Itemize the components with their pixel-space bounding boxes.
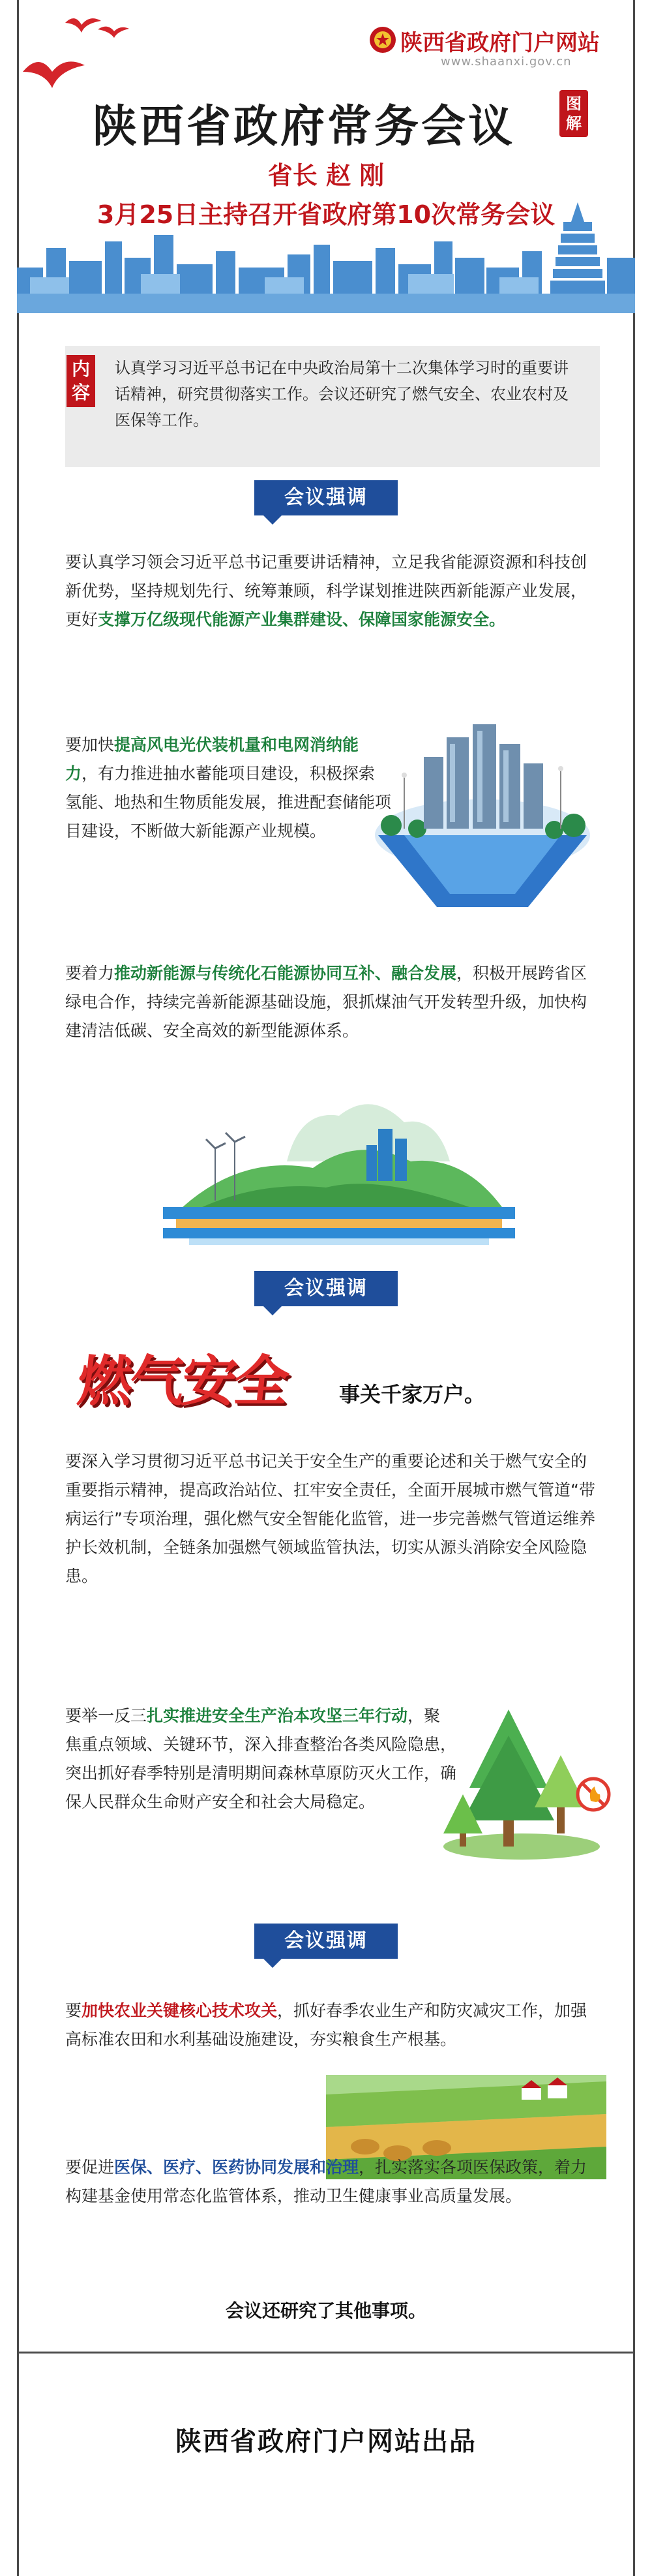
- section1-paragraph1: [65, 548, 600, 634]
- title-tag: 图解: [559, 90, 588, 137]
- emblem-icon: [369, 26, 396, 54]
- p1-text-rest: ，抓好春季农业生产和防灾减灾工作，加强高标准农田和水利基础设施建设，夯实粮食生产根基。: [65, 2001, 587, 2049]
- site-url: www.shaanxi.gov.cn: [441, 55, 572, 69]
- p1-highlight: 加快农业关键核心技术攻关: [82, 2001, 278, 2020]
- section1-banner: 会议强调: [254, 480, 398, 515]
- section2-paragraph2: [65, 1702, 456, 1817]
- section3-paragraph1: [65, 1997, 600, 2054]
- closing-note: 会议还研究了其他事项。: [225, 2300, 426, 2322]
- birds-decoration: [20, 7, 130, 104]
- intro-text: 认真学习习近平总书记在中央政治局第十二次集体学习时的重要讲话精神，研究贯彻落实工作。会议还研究了燃气安全、农业农村及医保等工作。: [115, 359, 569, 429]
- gas-safety-art-title: 燃气安全: [74, 1349, 290, 1413]
- p1-text: 要: [65, 2001, 82, 2020]
- green-city-illustration: [365, 698, 600, 913]
- footer-credit: 陕西省政府门户网站出品: [175, 2427, 477, 2457]
- intro-box: [65, 346, 600, 467]
- city-skyline-decoration: [17, 196, 635, 313]
- section3-paragraph2: [65, 2153, 600, 2211]
- p2-text-rest: ，扎实落实各项医保政策，着力构建基金使用常态化监管体系，推动卫生健康事业高质量发展。: [65, 2158, 587, 2205]
- p1-text: 要认真学习领会习近平总书记重要讲话精神，立足我省能源资源和科技创新优势，坚持规划先行、统筹兼顾，科学谋划推进陕西新能源产业发展，更好: [65, 553, 587, 629]
- banner-notch: [263, 1306, 282, 1315]
- wind-island-illustration: [163, 1077, 515, 1259]
- p3-highlight: 推动新能源与传统化石能源协同互补、融合发展: [114, 964, 457, 983]
- intro-tag: 内容: [67, 355, 95, 407]
- section1-paragraph2: [65, 731, 391, 846]
- forest-fire-prevention-illustration: [437, 1696, 619, 1866]
- p1-highlight: 支撑万亿级现代能源产业集群建设、保障国家能源安全。: [98, 610, 506, 629]
- section2-paragraph1: 要深入学习贯彻习近平总书记关于安全生产的重要论述和关于燃气安全的重要指示精神，提高政治站位、扛牢安全责任，全面开展城市燃气管道“带病运行”专项治理，强化燃气安全智能化监管，进一步完善燃气管道运维养护长效机制，全链条加强燃气领域监管执法，切实从源头消除安全风险隐患。: [65, 1452, 595, 1586]
- subtitle-meeting: 3月25日主持召开省政府第10次常务会议: [96, 200, 556, 229]
- p3-text: 要着力: [65, 964, 115, 983]
- gas-safety-subtitle: 事关千家万户。: [339, 1382, 486, 1407]
- banner-notch: [263, 515, 282, 525]
- p2-text: 要促进: [65, 2158, 115, 2177]
- section3-banner: 会议强调: [254, 1924, 398, 1959]
- footer-divider: [17, 2352, 635, 2354]
- p2-highlight: 扎实推进安全生产治本攻坚三年行动: [147, 1706, 408, 1725]
- page-title: 陕西省政府常务会议: [93, 101, 516, 153]
- p2-text-rest: ，聚焦重点领域、关键环节，深入排查整治各类风险隐患，突出抓好春季特别是清明期间森林草原防灭火工作，确保人民群众生命财产安全和社会大局稳定。: [65, 1706, 457, 1811]
- banner-notch: [263, 1959, 282, 1968]
- p2-highlight: 医保、医疗、医药协同发展和治理: [114, 2158, 359, 2177]
- p2-text-rest: ，有力推进抽水蓄能项目建设，积极探索氢能、地热和生物质能发展，推进配套储能项目建设，不断做大新能源产业规模。: [65, 764, 392, 840]
- p2-highlight: 提高风电光伏装机量和电网消纳能力: [65, 735, 359, 783]
- p2-text: 要举一反三: [65, 1706, 147, 1725]
- subtitle-governor: 省长 赵 刚: [267, 161, 385, 190]
- p3-text-rest: ，积极开展跨省区绿电合作，持续完善新能源基础设施，狠抓煤油气开发转型升级，加快构建清洁低碳、安全高效的新型能源体系。: [65, 964, 587, 1040]
- site-name: 陕西省政府门户网站: [400, 30, 600, 56]
- p2-text: 要加快: [65, 735, 115, 754]
- section1-paragraph3: [65, 959, 600, 1045]
- section2-banner: 会议强调: [254, 1271, 398, 1306]
